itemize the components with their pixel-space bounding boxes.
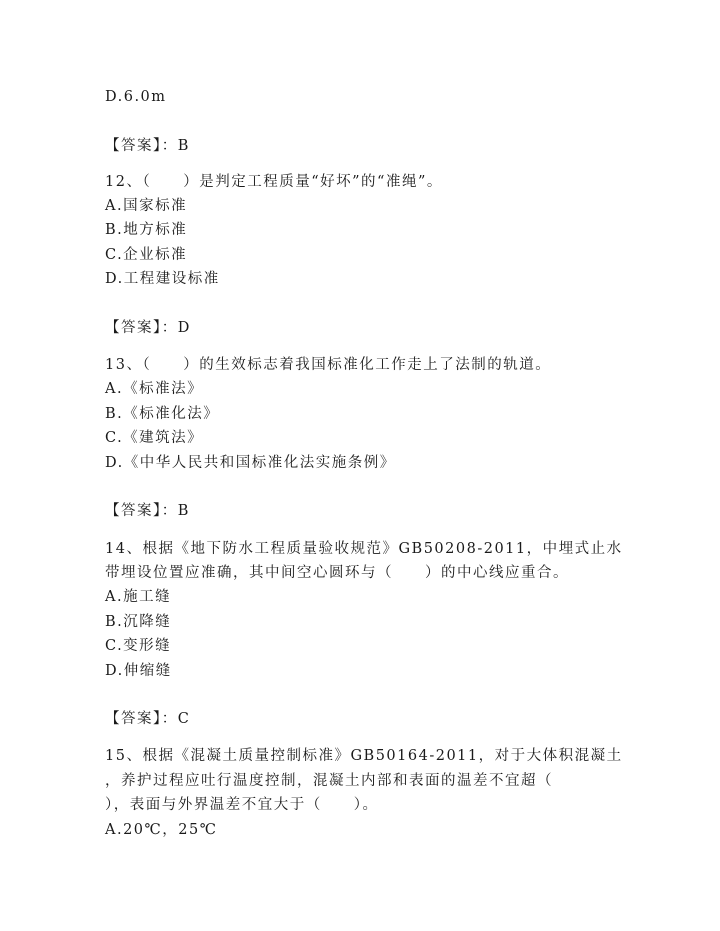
q12-option-b: B.地方标准: [105, 222, 188, 238]
q13-option-a: A.《标准法》: [105, 381, 204, 397]
q14-stem-line-2: 带埋设位置应准确，其中间空心圆环与（ ）的中心线应重合。: [105, 565, 569, 581]
q15-stem-line-3: ），表面与外界温差不宜大于（ ）。: [105, 797, 379, 813]
q12-option-a: A.国家标准: [105, 198, 188, 214]
q14-option-d: D.伸缩缝: [105, 663, 172, 679]
q15-stem-line-2: ，养护过程应吐行温度控制，混凝土内部和表面的温差不宜超（: [105, 773, 553, 789]
q13-answer: 【答案】：B: [105, 503, 190, 519]
q14-answer: 【答案】：C: [105, 711, 191, 727]
q12-option-c: C.企业标准: [105, 247, 188, 263]
q12-answer: 【答案】：D: [105, 320, 191, 336]
q14-option-c: C.变形缝: [105, 638, 172, 654]
q11-answer: 【答案】：B: [105, 138, 190, 154]
q12-option-d: D.工程建设标准: [105, 271, 220, 287]
q13-option-d: D.《中华人民共和国标准化法实施条例》: [105, 455, 396, 471]
q13-option-b: B.《标准化法》: [105, 406, 220, 422]
q15-stem-line-1: 15、根据《混凝土质量控制标准》GB50164-2011，对于大体积混凝土: [105, 748, 623, 764]
q14-option-b: B.沉降缝: [105, 614, 172, 630]
q12-stem: 12、（ ）是判定工程质量“好坏”的“准绳”。: [105, 174, 443, 190]
q13-stem: 13、（ ）的生效标志着我国标准化工作走上了法制的轨道。: [105, 357, 552, 373]
q14-stem-line-1: 14、根据《地下防水工程质量验收规范》GB50208-2011，中埋式止水: [105, 541, 623, 557]
q11-option-d: D.6.0m: [105, 89, 167, 105]
q15-option-a: A.20℃，25℃: [105, 822, 218, 838]
q14-option-a: A.施工缝: [105, 589, 172, 605]
q13-option-c: C.《建筑法》: [105, 430, 204, 446]
